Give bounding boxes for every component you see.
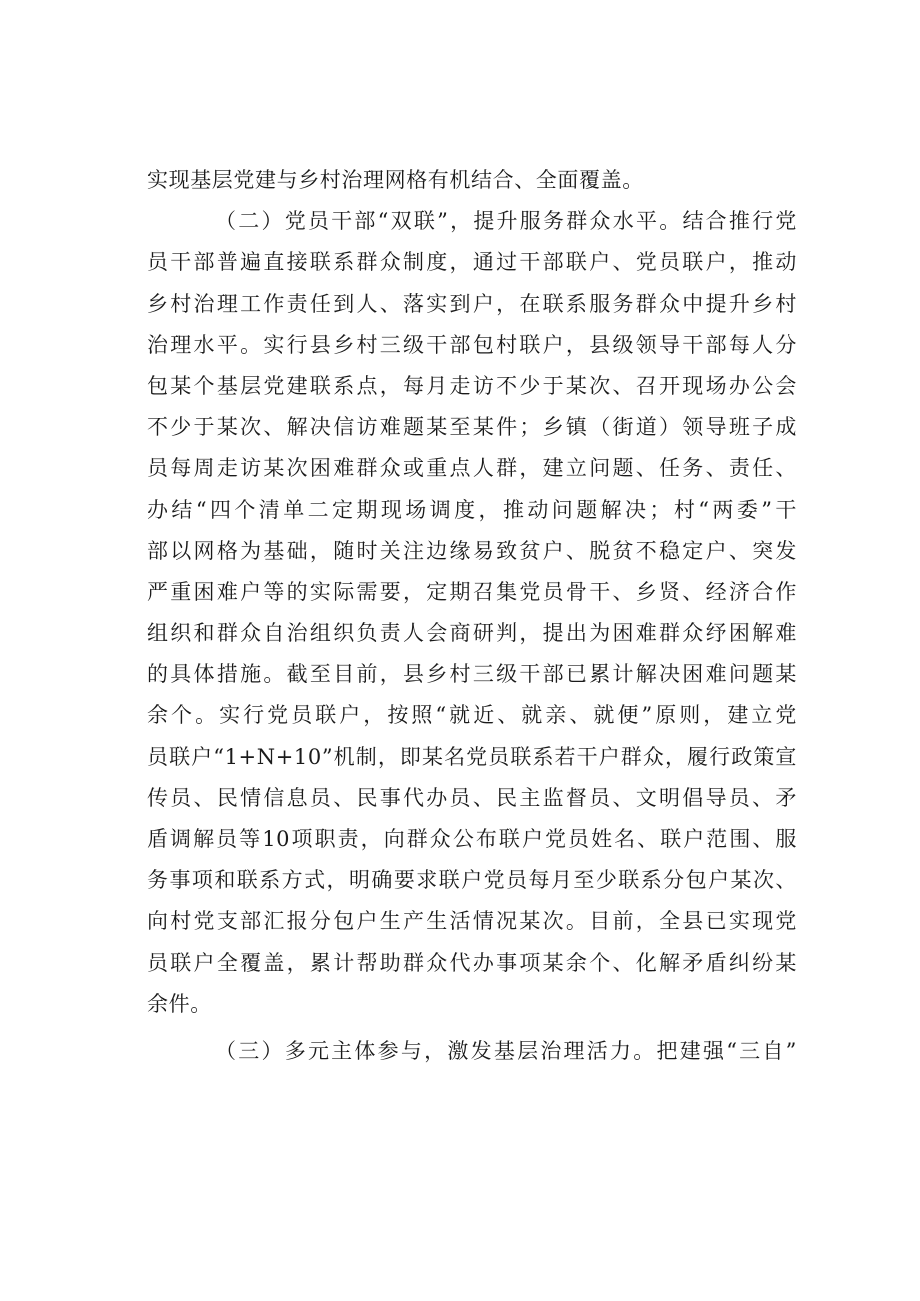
text-line: （三）多元主体参与，激发基层治理活力。把建强“三自” [215, 1038, 797, 1063]
text-line: 传员、民情信息员、民事代办员、民主监督员、文明倡导员、矛 [147, 785, 797, 810]
text-line: 余个。实行党员联户，按照“就近、就亲、就便”原则，建立党 [147, 703, 797, 728]
text-line: 余件。 [147, 991, 212, 1016]
text-line: 治理水平。实行县乡村三级干部包村联户，县级领导干部每人分 [147, 332, 797, 357]
text-line: 实现基层党建与乡村治理网格有机结合、全面覆盖。 [147, 168, 644, 192]
text-line: 员联户全覆盖，累计帮助群众代办事项某余个、化解矛盾纠纷某 [147, 950, 797, 975]
body-text [147, 160, 797, 1072]
text-line: 的具体措施。截至目前，县乡村三级干部已累计解决困难问题某 [147, 662, 797, 687]
text-line: 向村党支部汇报分包户生产生活情况某次。目前，全县已实现党 [147, 909, 797, 934]
text-line: 办结“四个清单二定期现场调度，推动问题解决；村“两委”干 [147, 497, 797, 522]
text-line: 严重困难户等的实际需要，定期召集党员骨干、乡贤、经济合作 [147, 579, 797, 604]
text-line: 盾调解员等10项职责，向群众公布联户党员姓名、联户范围、服 [147, 827, 797, 851]
text-line: 员干部普遍直接联系群众制度，通过干部联户、党员联户，推动 [147, 250, 797, 275]
text-line: 包某个基层党建联系点，每月走访不少于某次、召开现场办公会 [147, 373, 797, 398]
text-line: 乡村治理工作责任到人、落实到户，在联系服务群众中提升乡村 [147, 291, 797, 316]
text-line: 组织和群众自治组织负责人会商研判，提出为困难群众纾困解难 [147, 621, 797, 646]
text-line: （二）党员干部“双联”，提升服务群众水平。结合推行党 [215, 209, 797, 234]
text-line: 不少于某次、解决信访难题某至某件；乡镇（街道）领导班子成 [147, 415, 797, 440]
text-line: 务事项和联系方式，明确要求联户党员每月至少联系分包户某次、 [147, 868, 797, 893]
text-line: 员每周走访某次困难群众或重点人群，建立问题、任务、责任、 [147, 456, 797, 481]
text-line: 员联户“1+N+10”机制，即某名党员联系若干户群众，履行政策宣 [147, 744, 797, 769]
text-line: 部以网格为基础，随时关注边缘易致贫户、脱贫不稳定户、突发 [147, 538, 797, 563]
